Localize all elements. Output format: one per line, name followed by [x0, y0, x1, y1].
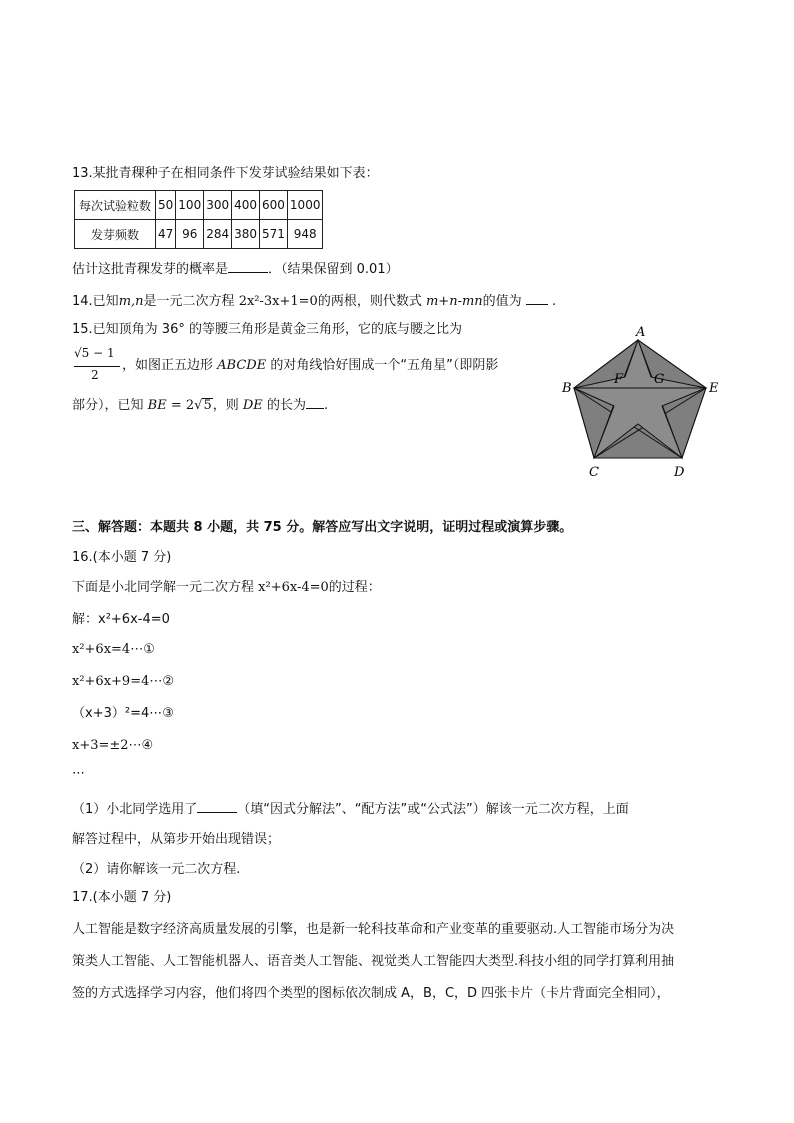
- label-g: G: [654, 372, 665, 387]
- table-cell: 380: [232, 220, 260, 249]
- q13-question-end: ．（结果保留到 0.01）: [268, 262, 399, 277]
- q16-part1: [72, 798, 629, 820]
- answer-blank[interactable]: [228, 258, 268, 273]
- label-e: E: [709, 381, 719, 396]
- q16-part1-cont: 解答过程中，从第步开始出现错误；: [72, 832, 281, 847]
- q14-variables: m,n: [118, 294, 144, 309]
- pentagon-star-figure: [556, 322, 736, 484]
- pentagon-name: ABCDE: [217, 358, 267, 373]
- table-cell: 571: [260, 220, 288, 249]
- fraction-bar: [74, 366, 120, 367]
- answer-blank[interactable]: [306, 394, 324, 409]
- be-label: BE: [147, 398, 167, 413]
- table-cell: 300: [204, 191, 232, 220]
- solution-step: （x+3）²=4⋯③: [72, 706, 174, 721]
- q16-header: 16.(本小题 7 分): [72, 550, 172, 565]
- q13-question-text: 估计这批青稞发芽的概率是: [72, 262, 229, 277]
- q16-text: （1）小北同学选用了: [72, 802, 198, 817]
- table-cell: 100: [176, 191, 204, 220]
- solution-step: x²+6x=4⋯①: [72, 642, 155, 657]
- table-cell: 400: [232, 191, 260, 220]
- table-cell: 284: [204, 220, 232, 249]
- answer-blank[interactable]: [526, 290, 548, 305]
- label-c: C: [589, 465, 599, 480]
- de-label: DE: [242, 398, 263, 413]
- label-d: D: [674, 465, 685, 480]
- table-cell: 50: [156, 191, 176, 220]
- q17-paragraph-line: 策类人工智能、人工智能机器人、语音类人工智能、视觉类人工智能四大类型.科技小组的同学打算利用抽: [72, 954, 675, 969]
- q13-stem: 13.某批青稞种子在相同条件下发芽试验结果如下表：: [72, 166, 379, 181]
- solution-step: x+3=±2⋯④: [72, 738, 154, 753]
- table-cell: 96: [176, 220, 204, 249]
- table-header-trials: 每次试验粒数: [75, 191, 156, 220]
- table-cell: 600: [260, 191, 288, 220]
- q16-equation: x²+6x-4=0: [258, 580, 329, 595]
- q17-paragraph-line: 签的方式选择学习内容，他们将四个类型的图标依次制成 A，B，C，D 四张卡片（卡片背面完全相同），: [72, 986, 670, 1001]
- q14-equation: 2x²-3x+1=0: [238, 294, 318, 309]
- table-row: [75, 191, 323, 220]
- q15-text: ，则: [212, 398, 239, 413]
- table-row: [75, 220, 323, 249]
- solution-step: x²+6x+9=4⋯②: [72, 674, 175, 689]
- label-a: A: [636, 325, 646, 340]
- q15-end: .: [323, 398, 329, 413]
- seed-table: [74, 190, 323, 249]
- fraction-denominator: 2: [91, 368, 99, 382]
- table-cell: 1000: [287, 191, 323, 220]
- table-cell: 47: [156, 220, 176, 249]
- table-header-germination: 发芽频数: [75, 220, 156, 249]
- label-f: F: [614, 372, 624, 387]
- q14-text: 14.已知: [72, 294, 119, 309]
- q15-line2: [122, 356, 498, 376]
- sqrt-sign: √: [194, 398, 203, 413]
- q15-line1: 15.已知顶角为 36° 的等腰三角形是黄金三角形，它的底与腰之比为: [72, 322, 462, 337]
- q13-question: [72, 258, 399, 280]
- q14-text: 的两根，则代数式: [317, 294, 422, 309]
- fraction-numerator: √5 − 1: [74, 346, 115, 360]
- q14-text: 的值为: [482, 294, 522, 309]
- solution-step: ⋯: [72, 766, 85, 781]
- q14-text: 是一元二次方程: [143, 294, 235, 309]
- q14-expression: m+n-mn: [425, 294, 483, 309]
- q16-part2: （2）请你解该一元二次方程.: [72, 862, 241, 877]
- q16-text: 下面是小北同学解一元二次方程: [72, 580, 255, 595]
- q15-text: 部分），已知: [72, 398, 144, 413]
- q16-text: 的过程：: [328, 580, 381, 595]
- q16-intro: [72, 578, 381, 598]
- q15-line3: [72, 394, 328, 416]
- q16-text: （填“因式分解法”、“配方法”或“公式法”）解该一元二次方程，上面: [237, 802, 629, 817]
- q15-text: 的长为: [266, 398, 306, 413]
- q14-line: [72, 290, 556, 312]
- sqrt-radicand: 5: [203, 398, 212, 413]
- be-equals: = 2: [166, 398, 195, 413]
- golden-ratio-fraction: [72, 346, 122, 386]
- q15-text: ，如图正五边形: [122, 358, 214, 373]
- answer-blank[interactable]: [197, 798, 237, 813]
- q17-paragraph-line: 人工智能是数字经济高质量发展的引擎，也是新一轮科技革命和产业变革的重要驱动.人工智能市场分为决: [72, 922, 675, 937]
- q14-end: .: [551, 294, 557, 309]
- section-title: 三、解答题：本题共 8 小题，共 75 分。解答应写出文字说明，证明过程或演算步骤。: [72, 520, 573, 535]
- q17-header: 17.(本小题 7 分): [72, 890, 172, 905]
- label-b: B: [562, 381, 572, 396]
- q15-text: 的对角线恰好围成一个“五角星”（即阴影: [270, 358, 499, 373]
- solution-step: 解：x²+6x-4=0: [72, 612, 170, 627]
- table-cell: 948: [287, 220, 323, 249]
